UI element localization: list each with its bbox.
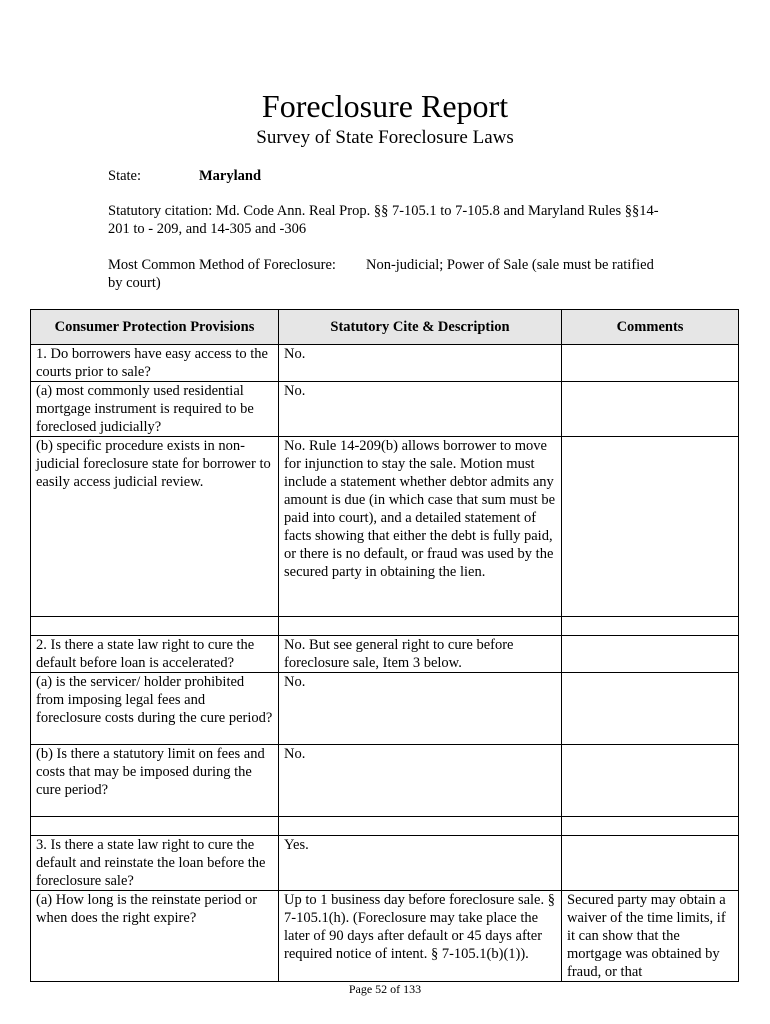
provision-cell: (b) Is there a statutory limit on fees and costs that may be imposed during the cure period? [31,745,279,817]
cite-cell: No. [279,745,562,817]
cite-cell: No. Rule 14-209(b) allows borrower to move for injunction to stay the sale. Motion must include a statement whether debtor admits any amount is due (in which case that sum must be paid into court), and a detailed statement of facts showing that either the debt is fully paid, or there is no default, or fraud was used by the secured party in obtaining the lien. [279,437,562,617]
table-header-row [31,310,739,345]
cite-cell: No. [279,345,562,382]
foreclosure-method [108,256,668,292]
provision-cell: (a) How long is the reinstate period or when does the right expire? [31,891,279,982]
cite-cell: No. But see general right to cure before foreclosure sale, Item 3 below. [279,636,562,673]
page-number: Page 52 of 133 [348,982,422,996]
provision-cell: (a) is the servicer/ holder prohibited from imposing legal fees and foreclosure costs during the cure period? [31,673,279,745]
cite-cell: Yes. [279,836,562,891]
state-value: Maryland [199,168,262,184]
provision-cell: 3. Is there a state law right to cure the default and reinstate the loan before the foreclosure sale? [31,836,279,891]
comment-cell [562,673,739,745]
statutory-citation: Statutory citation: Md. Code Ann. Real Prop. §§ 7-105.1 to 7-105.8 and Maryland Rules §§14-201 to - 209, and 14-305 and -306 [108,203,659,237]
state-label: State: [108,168,142,184]
table-row [31,636,739,673]
table-row [31,745,739,817]
cite-cell: No. [279,673,562,745]
cite-cell: Up to 1 business day before foreclosure sale. § 7-105.1(h). (Foreclosure may take place the later of 90 days after default or 45 days after required notice of intent. § 7-105.1(b)(1)). [279,891,562,982]
comment-cell [562,345,739,382]
table-row [31,673,739,745]
comment-cell [562,382,739,437]
method-label: Most Common Method of Foreclosure: [108,257,336,273]
provision-cell: (a) most commonly used residential mortgage instrument is required to be foreclosed judicially? [31,382,279,437]
provision-cell: 2. Is there a state law right to cure the default before loan is accelerated? [31,636,279,673]
table-row [31,437,739,617]
method-value: Non-judicial; Power of Sale (sale must be ratified by court) [108,257,654,291]
table-row [31,891,739,982]
header-provisions: Consumer Protection Provisions [31,310,279,345]
spacer-row [31,617,739,636]
comment-cell [562,437,739,617]
cite-cell: No. [279,382,562,437]
page-title: Foreclosure Report [261,88,509,124]
comment-cell [562,836,739,891]
table-row [31,382,739,437]
provision-cell: 1. Do borrowers have easy access to the courts prior to sale? [31,345,279,382]
spacer-row [31,817,739,836]
table-row [31,345,739,382]
provisions-table [30,309,739,982]
comment-cell: Secured party may obtain a waiver of the time limits, if it can show that the mortgage was obtained by fraud, or that [562,891,739,982]
comment-cell [562,636,739,673]
header-comments: Comments [562,310,739,345]
table-row [31,836,739,891]
page-subtitle: Survey of State Foreclosure Laws [256,127,514,148]
header-cite: Statutory Cite & Description [279,310,562,345]
comment-cell [562,745,739,817]
provision-cell: (b) specific procedure exists in non-judicial foreclosure state for borrower to easily access judicial review. [31,437,279,617]
